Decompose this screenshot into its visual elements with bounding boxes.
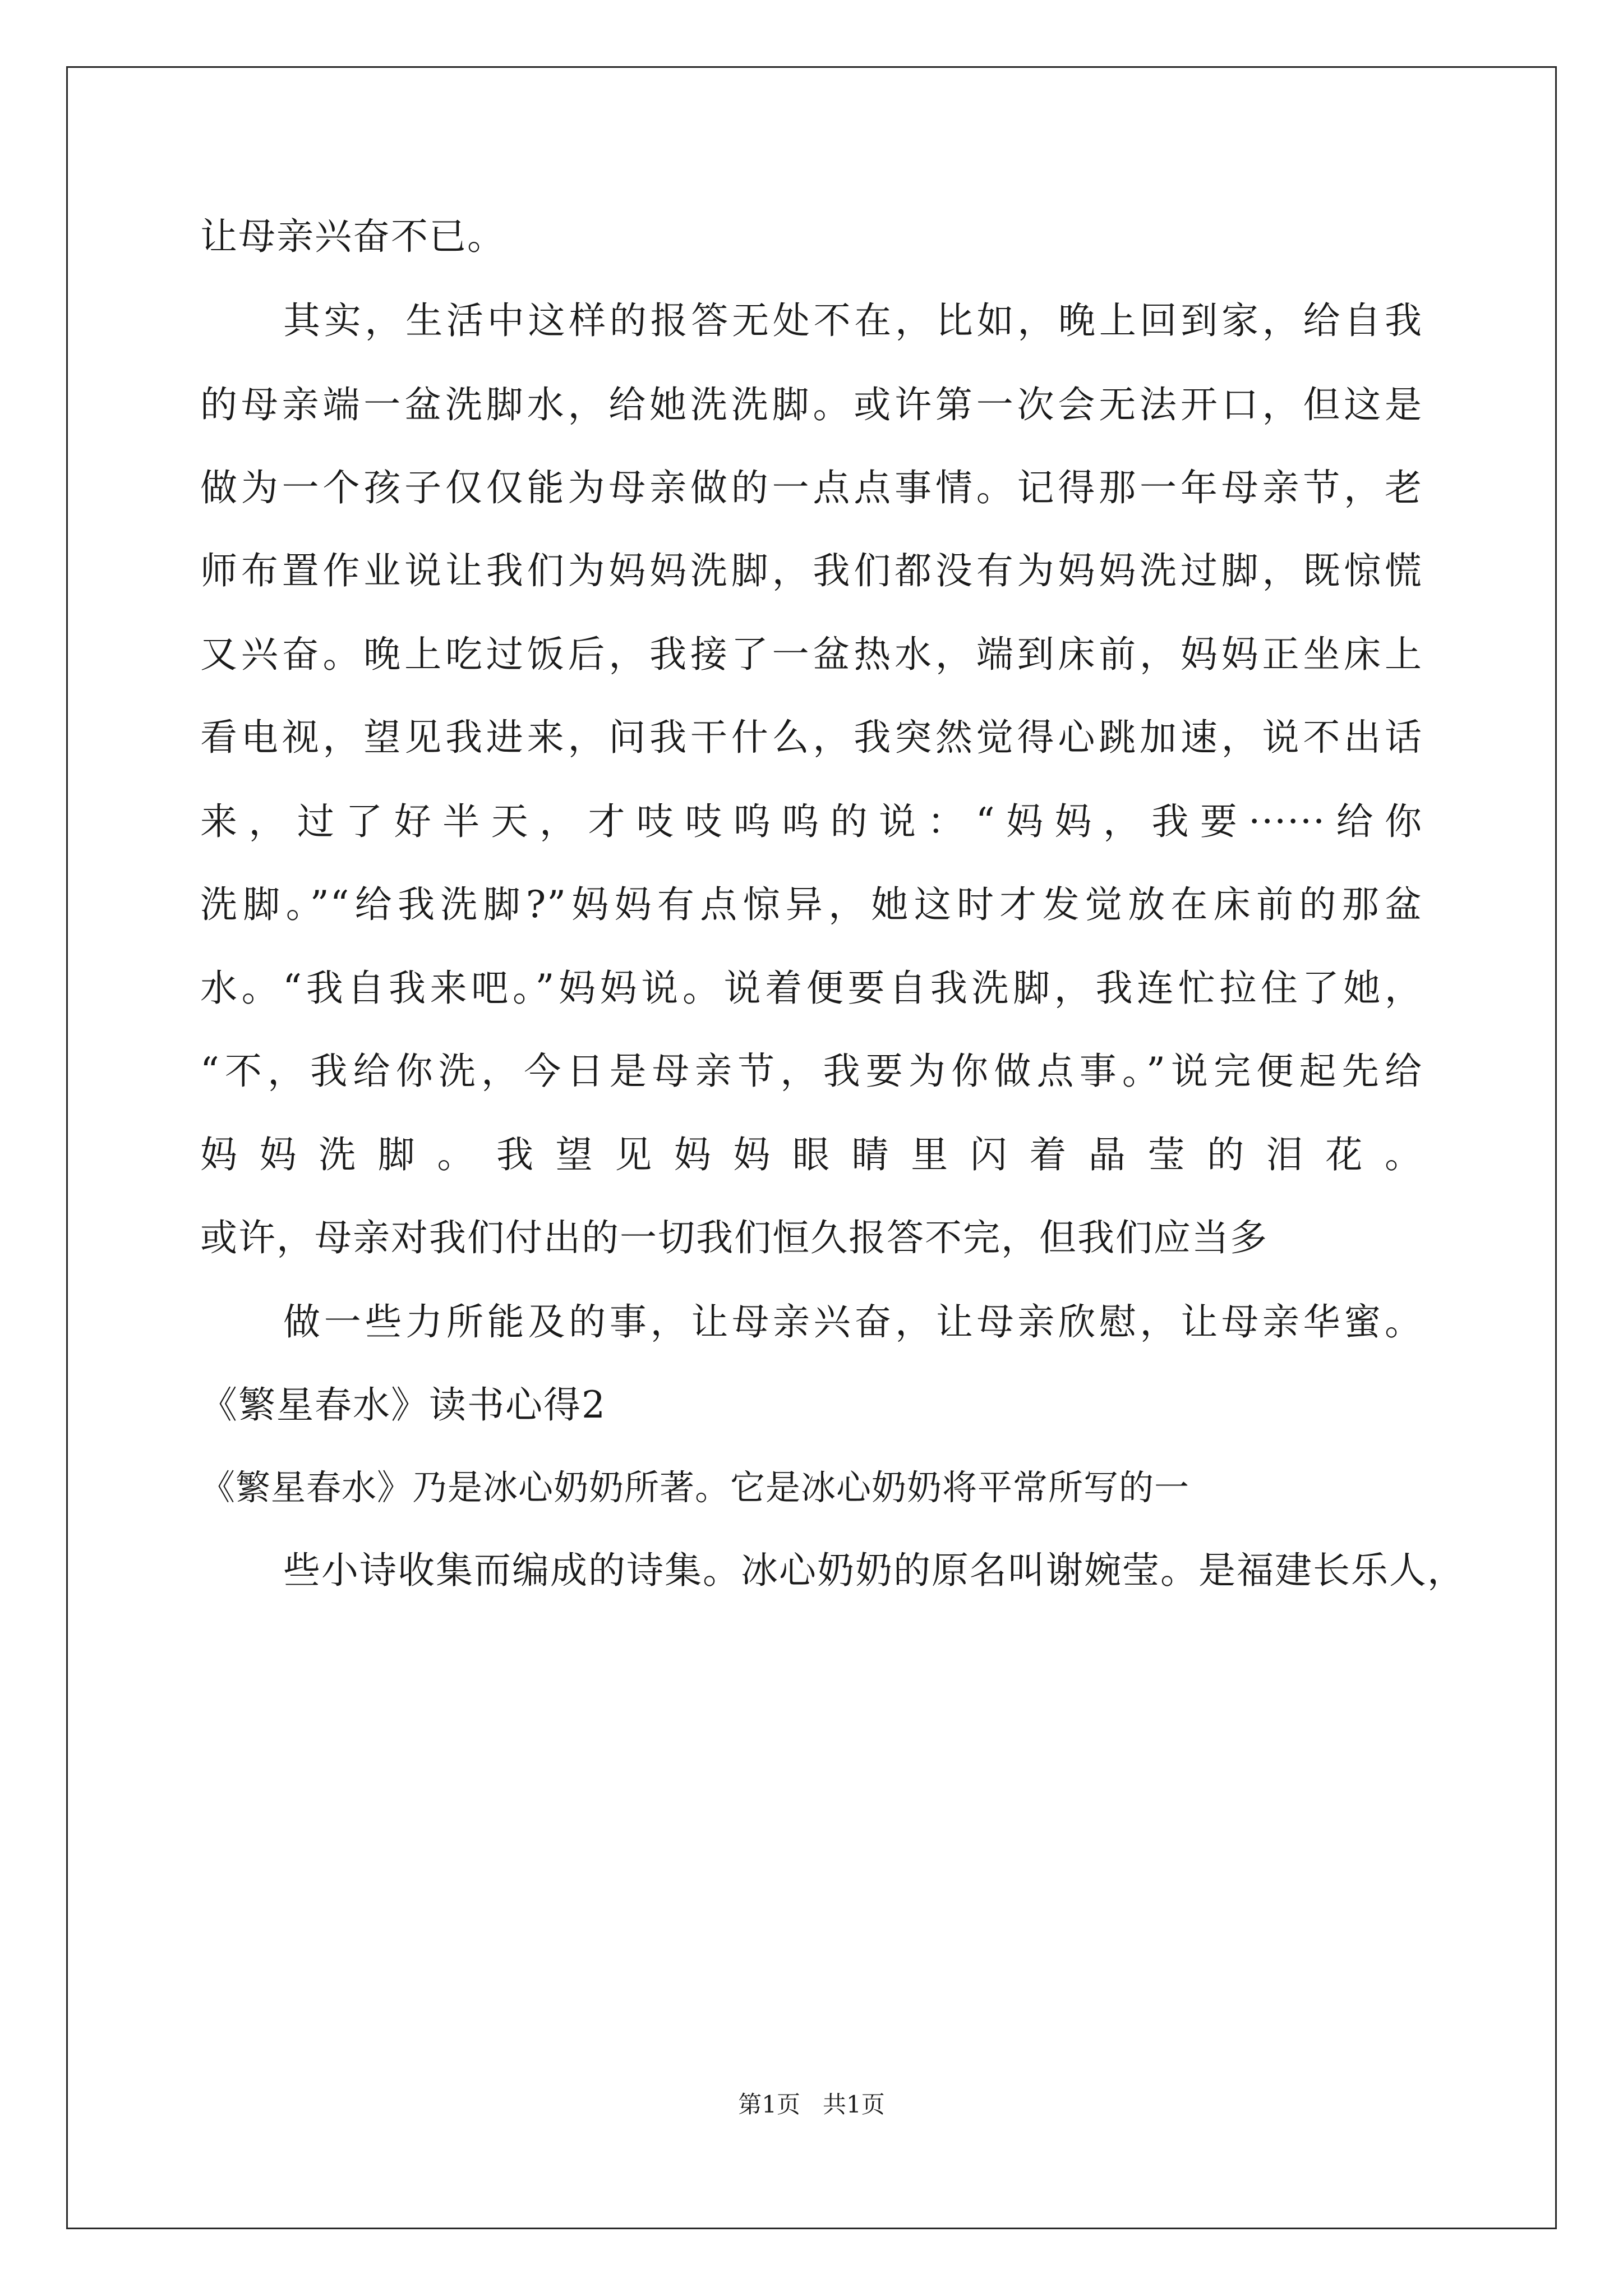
text-line: 看电视，望见我进来，问我干什么，我突然觉得心跳加速，说不出话	[200, 716, 1423, 759]
text-line: 让母亲兴奋不已。	[200, 215, 505, 258]
paragraph-first-line: 些小诗收集而编成的诗集。冰心奶奶的原名叫谢婉莹。是福建长乐人，	[283, 1549, 1465, 1592]
paragraph-first-line: 其实，生活中这样的报答无处不在，比如，晚上回到家，给自我	[283, 299, 1423, 342]
text-line: 来，过了好半天，才吱吱呜呜的说：“妈妈，我要······给你	[200, 800, 1423, 843]
section-heading: 《繁星春水》乃是冰心奶奶所著。它是冰心奶奶将平常所写的一	[200, 1467, 1190, 1508]
text-line	[200, 1627, 1423, 1683]
text-line: 做为一个孩子仅仅能为母亲做的一点点事情。记得那一年母亲节，老	[200, 466, 1423, 509]
page-footer: 第1页 共1页	[738, 2091, 885, 2118]
text-line: 师布置作业说让我们为妈妈洗脚，我们都没有为妈妈洗过脚，既惊慌	[200, 549, 1423, 592]
paragraph-first-line: 做一些力所能及的事，让母亲兴奋，让母亲欣慰，让母亲华蜜。	[283, 1300, 1423, 1343]
text-line: 妈妈洗脚。我望见妈妈眼睛里闪着晶莹的泪花。	[200, 1133, 1423, 1176]
text-line: 或许，母亲对我们付出的一切我们恒久报答不完，但我们应当多	[200, 1216, 1268, 1259]
text-line: 水。“我自我来吧。”妈妈说。说着便要自我洗脚，我连忙拉住了她，	[200, 967, 1423, 1010]
text-line: “不，我给你洗，今日是母亲节，我要为你做点事。”说完便起先给	[200, 1050, 1423, 1093]
text-line: 又兴奋。晚上吃过饭后，我接了一盆热水，端到床前，妈妈正坐床上	[200, 633, 1423, 676]
text-line: 《繁星春水》读书心得2	[200, 1383, 606, 1427]
text-line: 洗脚。”“给我洗脚?”妈妈有点惊异，她这时才发觉放在床前的那盆	[200, 883, 1423, 926]
text-line: 的母亲端一盆洗脚水，给她洗洗脚。或许第一次会无法开口，但这是	[200, 383, 1423, 426]
